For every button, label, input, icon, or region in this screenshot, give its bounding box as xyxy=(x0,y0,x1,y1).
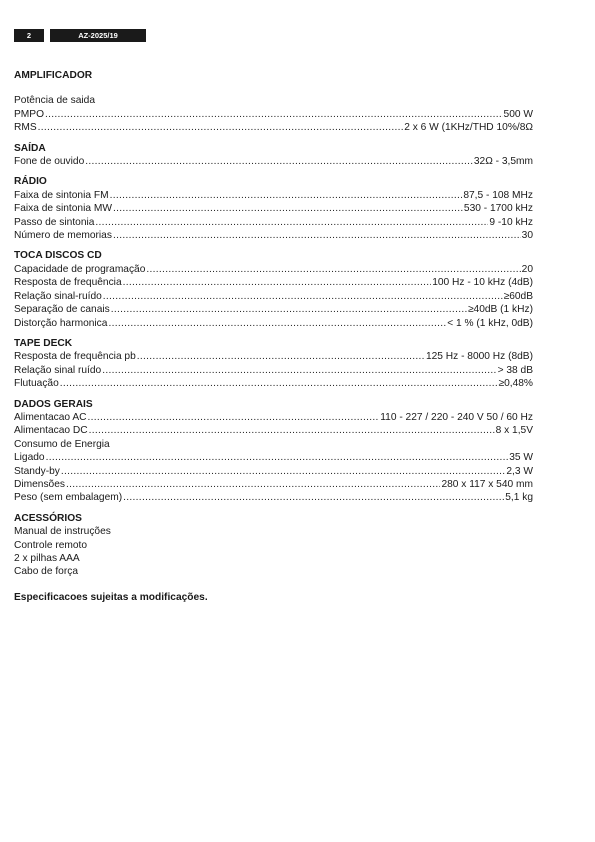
spec-value: 8 x 1,5V xyxy=(495,425,533,437)
spec-value: 5,1 kg xyxy=(505,492,533,504)
spec-label: Fone de ouvido xyxy=(14,156,85,168)
subheading: Potência de saida xyxy=(14,95,95,107)
spec-label: Número de memorias xyxy=(14,230,112,242)
spec-label: Resposta de frequência xyxy=(14,277,122,289)
spec-row xyxy=(14,121,533,134)
section-amplificador xyxy=(14,69,533,135)
section-title: RÁDIO xyxy=(14,176,47,188)
spec-value: > 38 dB xyxy=(497,364,533,376)
spec-row xyxy=(14,465,533,478)
section-tape-deck xyxy=(14,337,533,391)
spec-value: ≥0,48% xyxy=(498,378,533,390)
spec-value: 125 Hz - 8000 Hz (8dB) xyxy=(425,351,533,363)
spec-row xyxy=(14,263,533,276)
spec-label: Flutuação xyxy=(14,378,59,390)
spec-row xyxy=(14,189,533,202)
spec-value: 32Ω - 3,5mm xyxy=(473,156,533,168)
spec-row xyxy=(14,276,533,289)
footer-note: Especificacoes sujeitas a modificações. xyxy=(14,591,208,603)
spec-row xyxy=(14,155,533,168)
spec-row xyxy=(14,478,533,491)
spec-row xyxy=(14,411,533,424)
spec-label: Peso (sem embalagem) xyxy=(14,492,123,504)
section-radio xyxy=(14,175,533,242)
spec-label: Relação sinal ruído xyxy=(14,364,102,376)
spec-label: Alimentacao DC xyxy=(14,425,88,437)
spec-row xyxy=(14,364,533,377)
spec-label: Standy-by xyxy=(14,465,60,477)
spec-value: < 1 % (1 kHz, 0dB) xyxy=(447,317,533,329)
model-number: AZ-2025/19 xyxy=(50,29,146,42)
spec-row xyxy=(14,229,533,242)
spec-value: 35 W xyxy=(509,452,533,464)
spec-label: Faixa de sintonia MW xyxy=(14,203,112,215)
spec-label: Dimensões xyxy=(14,478,65,490)
spec-row xyxy=(14,216,533,229)
section-dados-gerais xyxy=(14,398,533,505)
subheading: Consumo de Energia xyxy=(14,438,110,450)
spec-value: 2 x 6 W (1KHz/THD 10%/8Ω xyxy=(404,122,533,134)
list-item: Controle remoto xyxy=(14,539,88,551)
section-title: SAÍDA xyxy=(14,142,46,154)
section-acessorios xyxy=(14,512,533,579)
spec-value: 280 x 117 x 540 mm xyxy=(441,478,533,490)
page-number: 2 xyxy=(14,29,44,42)
spec-row xyxy=(14,491,533,504)
spec-label: Faixa de sintonia FM xyxy=(14,189,109,201)
spec-value: 500 W xyxy=(503,108,533,120)
spec-label: Alimentacao AC xyxy=(14,411,87,423)
spec-value: 530 - 1700 kHz xyxy=(463,203,533,215)
section-title: DADOS GERAIS xyxy=(14,398,93,410)
spec-row xyxy=(14,377,533,390)
spec-value: 100 Hz - 10 kHz (4dB) xyxy=(432,277,533,289)
spec-value: 20 xyxy=(521,263,533,275)
spec-value: 110 - 227 / 220 - 240 V 50 / 60 Hz xyxy=(380,411,533,423)
spec-row xyxy=(14,317,533,330)
spec-value: ≥40dB (1 kHz) xyxy=(467,304,533,316)
spec-value: 2,3 W xyxy=(506,465,533,477)
spec-label: Separação de canais xyxy=(14,304,110,316)
section-title: ACESSÓRIOS xyxy=(14,512,82,524)
spec-value: 30 xyxy=(521,230,533,242)
spec-row xyxy=(14,350,533,363)
section-saida xyxy=(14,142,533,169)
spec-list xyxy=(14,69,533,604)
list-item: Cabo de força xyxy=(14,566,78,578)
spec-label: Passo de sintonia xyxy=(14,216,95,228)
section-title: TOCA DISCOS CD xyxy=(14,250,102,262)
spec-row xyxy=(14,451,533,464)
spec-label: Capacidade de programação xyxy=(14,263,146,275)
spec-label: RMS xyxy=(14,122,37,134)
section-title: TAPE DECK xyxy=(14,337,73,349)
section-toca-discos-cd xyxy=(14,249,533,329)
list-item: Manual de instruções xyxy=(14,526,111,538)
spec-row xyxy=(14,202,533,215)
spec-row xyxy=(14,303,533,316)
spec-value: ≥60dB xyxy=(503,290,533,302)
spec-label: Distorção harmonica xyxy=(14,317,108,329)
spec-label: Resposta de frequência pb xyxy=(14,351,136,363)
spec-row xyxy=(14,290,533,303)
spec-row xyxy=(14,108,533,121)
spec-value: 9 -10 kHz xyxy=(489,216,533,228)
list-item: 2 x pilhas AAA xyxy=(14,553,80,564)
spec-label: Relação sinal-ruído xyxy=(14,290,102,302)
spec-label: PMPO xyxy=(14,108,45,120)
spec-label: Ligado xyxy=(14,452,45,464)
spec-value: 87,5 - 108 MHz xyxy=(463,189,533,201)
spec-row xyxy=(14,424,533,437)
section-title: AMPLIFICADOR xyxy=(14,70,93,81)
